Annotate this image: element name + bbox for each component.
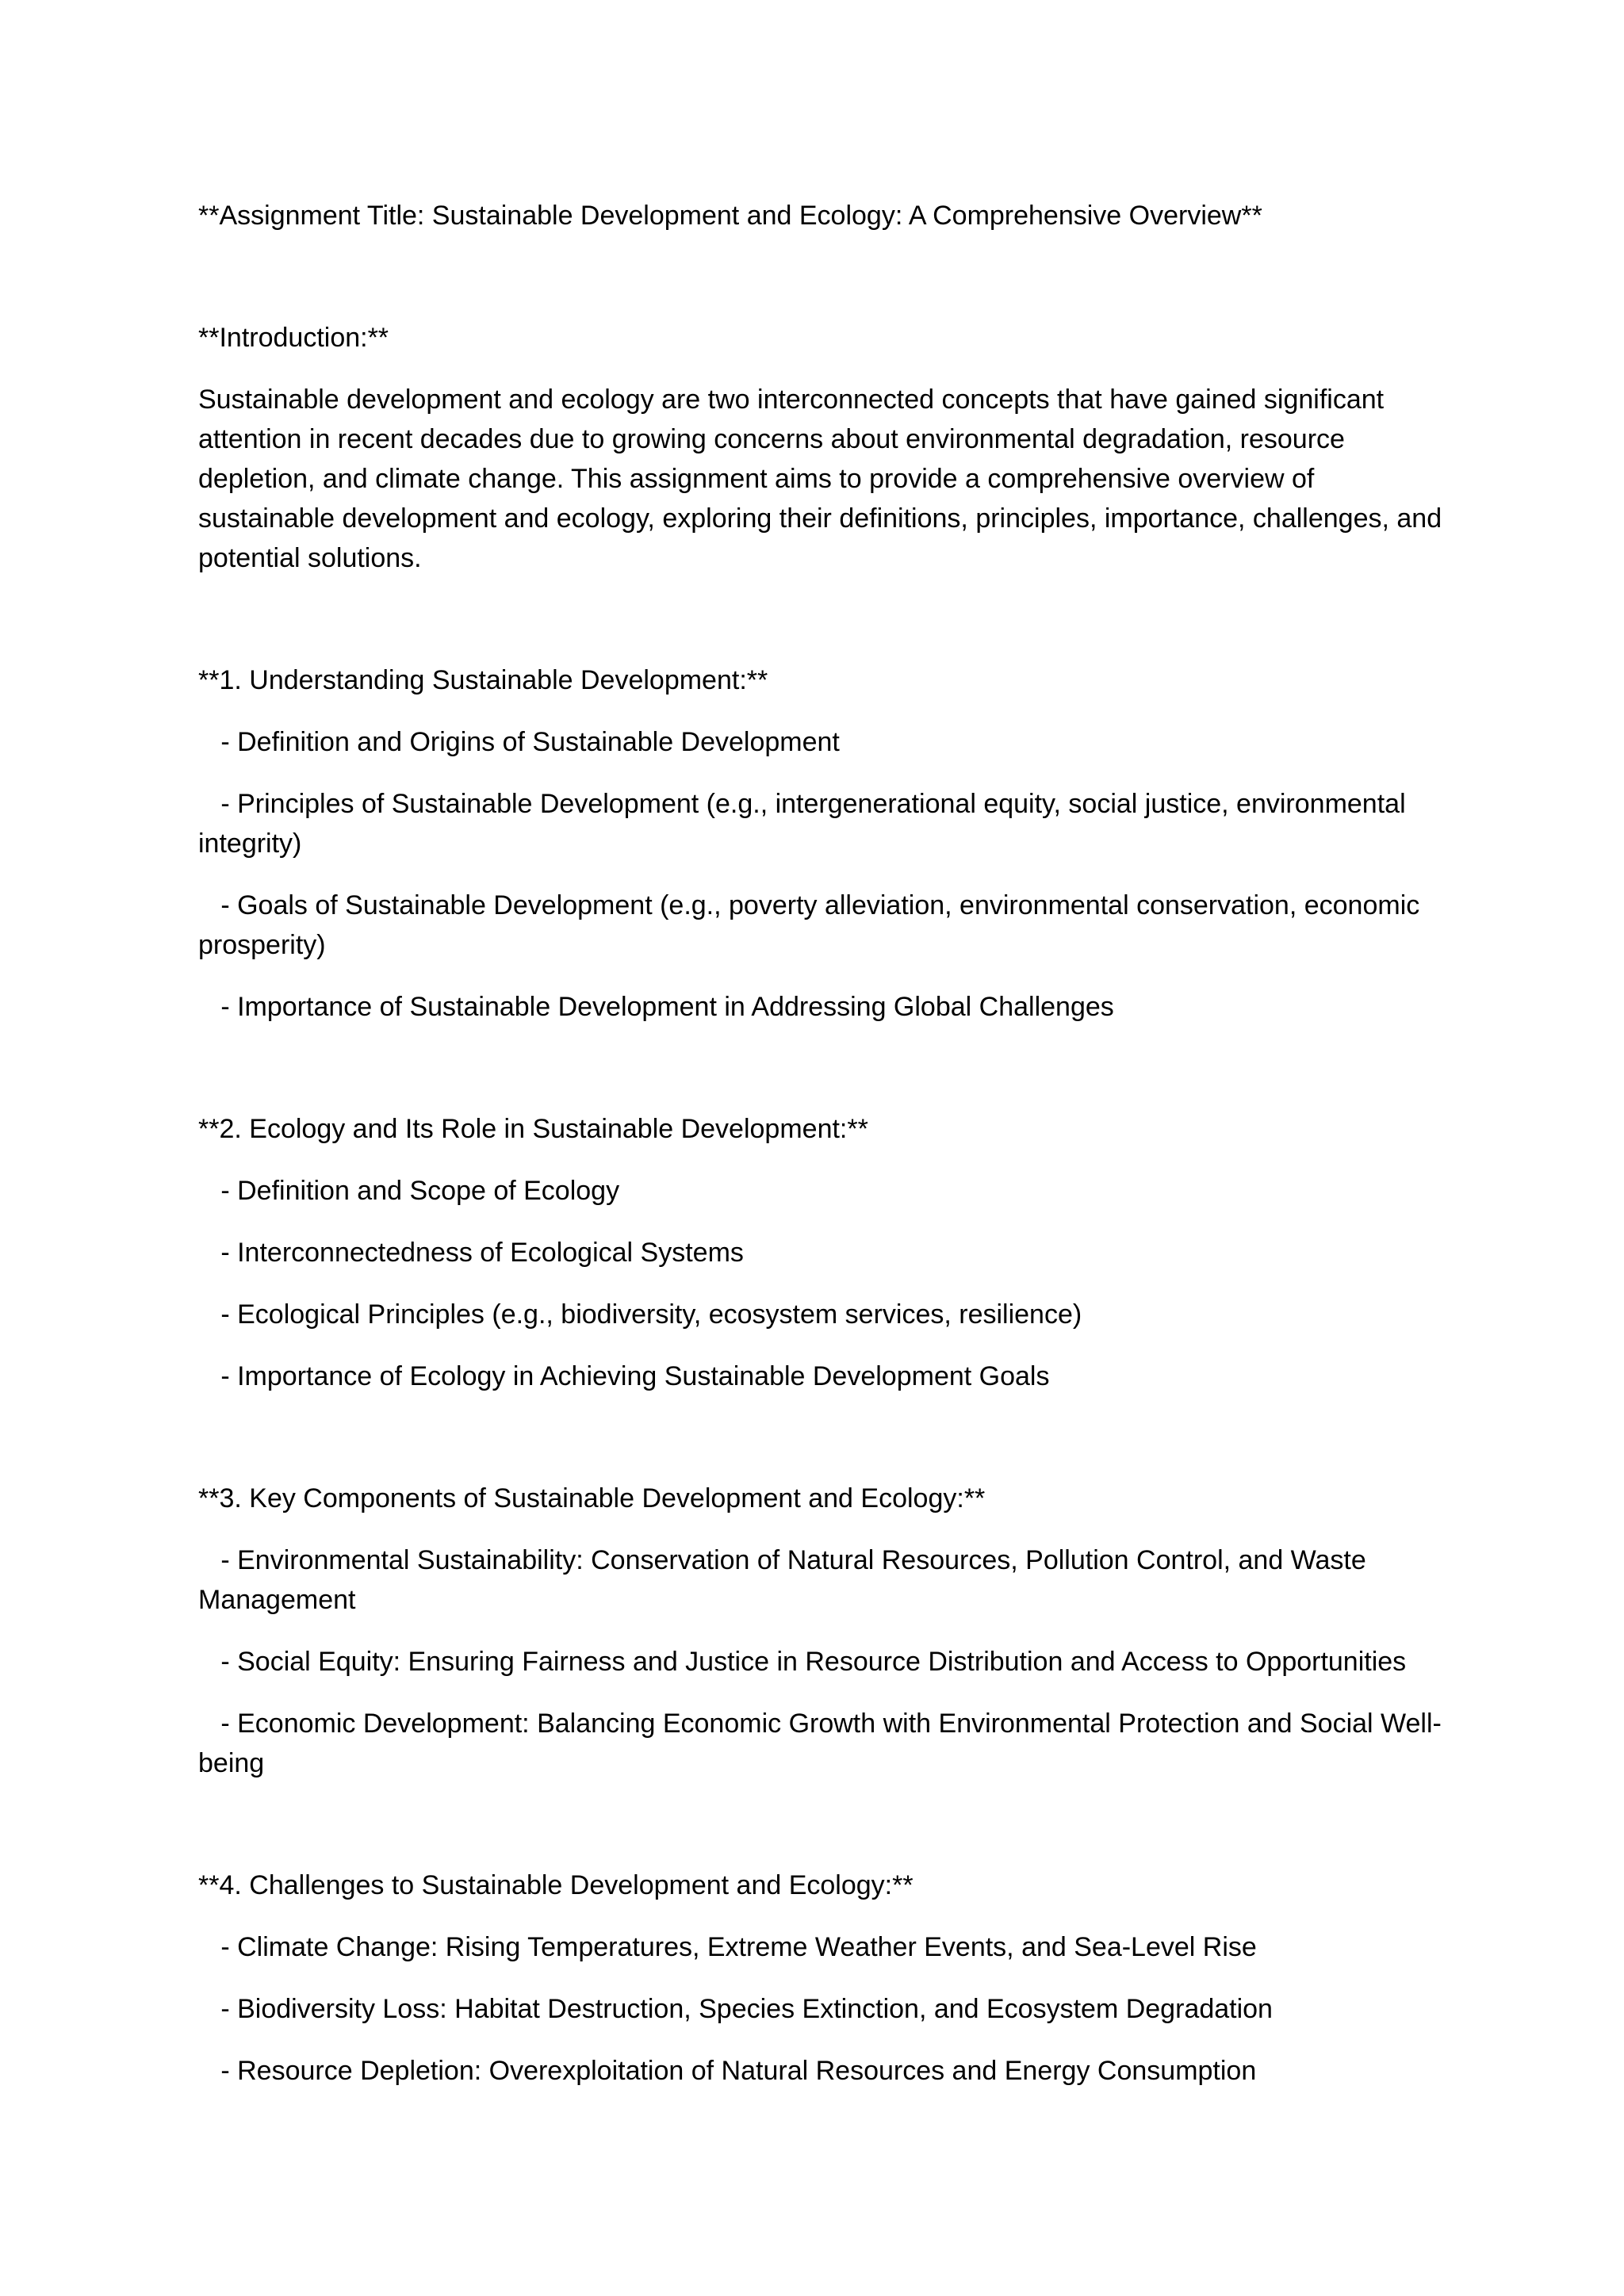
section-1-item: - Principles of Sustainable Development (e.g., intergenerational equity, social justice, environmental integrity) [198,789,1414,859]
document-body [198,196,1451,2091]
section-1-item: - Goals of Sustainable Development (e.g., poverty alleviation, environmental conservation, economic prosperity) [198,890,1427,960]
section-3-item: - Social Equity: Ensuring Fairness and Justice in Resource Distribution and Access to Opportunities [198,1647,1407,1677]
introduction-paragraph: Sustainable development and ecology are two interconnected concepts that have gained significant attention in recent decades due to growing concerns about environmental degradation, resource depletion, and climate change. This assignment aims to provide a comprehensive overview of sustainable development and ecology, exploring their definitions, principles, importance, challenges, and potential solutions. [198,385,1450,573]
section-4-item: - Resource Depletion: Overexploitation of Natural Resources and Energy Consumption [198,2056,1257,2086]
section-3-item: - Environmental Sustainability: Conservation of Natural Resources, Pollution Control, and Waste Management [198,1545,1374,1615]
section-4-heading: **4. Challenges to Sustainable Development and Ecology:** [198,1870,914,1900]
introduction-heading: **Introduction:** [198,323,389,353]
section-4-item: - Climate Change: Rising Temperatures, Extreme Weather Events, and Sea-Level Rise [198,1932,1257,1962]
section-1-item: - Importance of Sustainable Development in Addressing Global Challenges [198,992,1114,1022]
section-3-item: - Economic Development: Balancing Economic Growth with Environmental Protection and Social Well-being [198,1709,1442,1778]
section-1-heading: **1. Understanding Sustainable Development:** [198,665,768,695]
section-3-heading: **3. Key Components of Sustainable Development and Ecology:** [198,1483,986,1513]
section-2-item: - Importance of Ecology in Achieving Sustainable Development Goals [198,1361,1050,1391]
section-2-item: - Definition and Scope of Ecology [198,1176,620,1206]
section-2-item: - Interconnectedness of Ecological Systems [198,1238,744,1268]
section-2-heading: **2. Ecology and Its Role in Sustainable Development:** [198,1114,868,1144]
section-4-item: - Biodiversity Loss: Habitat Destruction, Species Extinction, and Ecosystem Degradation [198,1994,1273,2024]
section-2-item: - Ecological Principles (e.g., biodiversity, ecosystem services, resilience) [198,1299,1082,1330]
assignment-title: **Assignment Title: Sustainable Development and Ecology: A Comprehensive Overview** [198,201,1262,231]
section-1-item: - Definition and Origins of Sustainable Development [198,727,840,757]
